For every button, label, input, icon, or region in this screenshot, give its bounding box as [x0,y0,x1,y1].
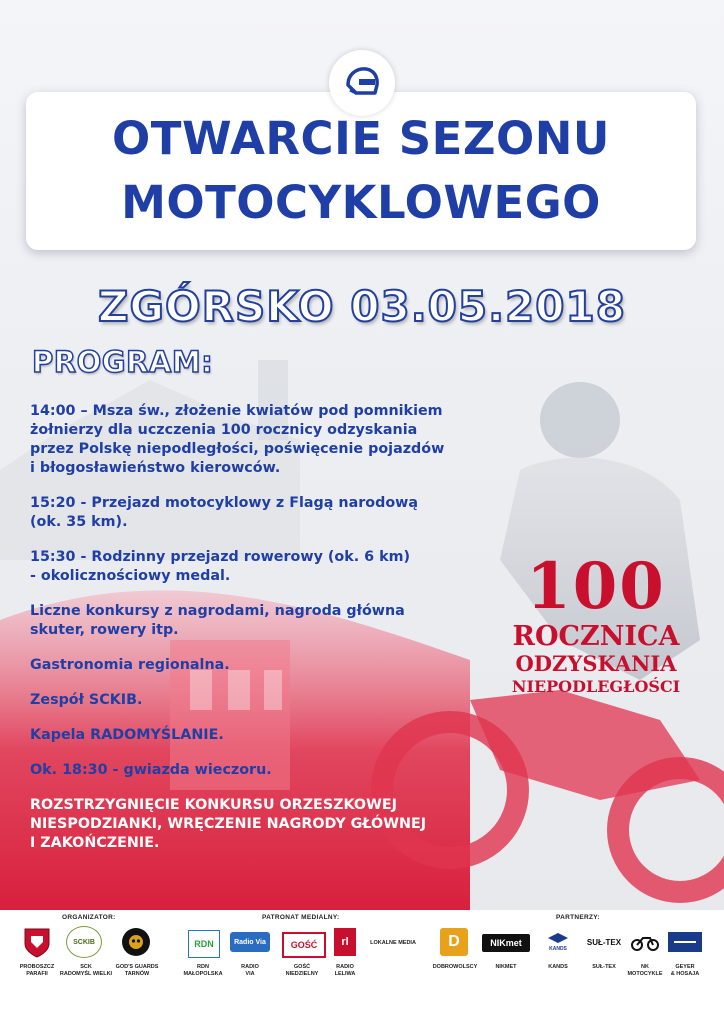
program-item: Gastronomia regionalna. [30,657,230,673]
dobrowolscy-logo-text: D [448,933,460,950]
helmet-badge [329,50,395,116]
program-heading: PROGRAM: [32,345,214,379]
media-label: RADIO LELIWA [334,964,356,977]
gods-guards-logo [122,928,150,956]
gosc-logo-text: GOŚĆ [290,940,318,950]
motorcycle-icon [630,932,660,952]
partner-label: DOBROWOLSCY [432,964,478,970]
sck-logo-text: SCKIB [73,938,95,946]
sul-tex-logo [584,934,624,950]
nikmet-logo-text: NIKmet [490,938,522,948]
rdn-logo-text: RDN [194,939,214,949]
title-line-1: OTWARCIE SEZONU [112,112,610,165]
program-item: 15:20 - Przejazd motocyklowy z Flagą narodową (ok. 35 km). [30,495,419,530]
nikmet-logo [482,934,530,952]
radio-via-logo [230,932,270,952]
event-place-date: ZGÓRSKO 03.05.2018 [98,282,626,331]
sul-tex-logo-text: SUŁ-TEX [586,937,622,947]
rdn-logo [188,930,220,958]
organizer-label: SCK RADOMYŚL WIELKI [59,964,113,977]
program-item-finale: ROZSTRZYGNIĘCIE KONKURSU ORZESZKOWEJ NIESPODZIANKI, WRĘCZENIE NAGRODY GŁÓWNEJ I ZAKOŃCZENIE. [30,797,427,851]
media-label: RADIO VIA [241,964,259,977]
radio-leliwa-logo-text: rl [341,936,349,948]
media-label: RDN MAŁOPOLSKA [183,964,223,977]
anniversary-badge [490,549,702,698]
program-list [30,402,510,853]
anniversary-line-1: ROCZNICA [512,621,680,652]
anniversary-line-2: ODZYSKANIA [515,651,677,676]
nk-motocykle-logo [630,930,660,954]
program-item: Liczne konkursy z nagrodami, nagroda główna skuter, rowery itp. [30,603,405,638]
media-label: GOŚĆ NIEDZIELNY [285,964,319,977]
partner-label: GEYER & HOSAJA [670,964,700,977]
partner-label: KANDS [548,964,568,970]
organizer-label: PROBOSZCZ PARAFII [19,964,55,977]
kands-logo [540,932,576,954]
anniversary-number: 100 [526,549,666,624]
crest-icon [24,928,50,958]
parish-crest-logo [22,928,52,958]
helmet-icon [342,63,382,103]
kands-chevron-icon [546,932,570,944]
partners-heading: PARTNERZY: [556,914,600,921]
program-item: Ok. 18:30 - gwiazda wieczoru. [30,762,272,778]
geyer-hosaja-logo [668,932,702,952]
program-item: Kapela RADOMYŚLANIE. [30,727,224,743]
geyer-hosaja-mark-icon [674,939,696,945]
partner-label: NK MOTOCYKLE [627,964,663,977]
gosc-logo [282,932,326,958]
title-line-2: MOTOCYKLOWEGO [121,176,601,229]
anniversary-line-3: NIEPODLEGŁOŚCI [511,677,681,696]
dobrowolscy-logo [440,928,468,956]
program-item: 14:00 – Msza św., złożenie kwiatów pod pomnikiem żołnierzy dla uczczenia 100 rocznicy odzyskania przez Polskę niepodległości, poświęcenie pojazdów i błogosławieństwo kierowców. [30,403,445,476]
kands-logo-text: KANDS [549,946,567,952]
organizer-label: GOD'S GUARDS TARNÓW [115,964,159,977]
program-item: 15:30 - Rodzinny przejazd rowerowy (ok. 6 km) - okolicznościowy medal. [30,549,411,584]
local-media-label: LOKALNE MEDIA [370,940,416,946]
program-item: Zespół SCKIB. [30,692,143,708]
partner-label: SUŁ-TEX [592,964,616,970]
media-heading: PATRONAT MEDIALNY: [262,914,340,921]
rider-helmet-shape [540,382,620,458]
sck-logo [66,926,102,958]
organizer-heading: ORGANIZATOR: [62,914,116,921]
radio-via-logo-text: Radio Via [234,938,266,946]
partner-label: NIKMET [495,964,517,970]
radio-leliwa-logo [334,928,356,956]
skull-emblem-icon [127,933,145,951]
